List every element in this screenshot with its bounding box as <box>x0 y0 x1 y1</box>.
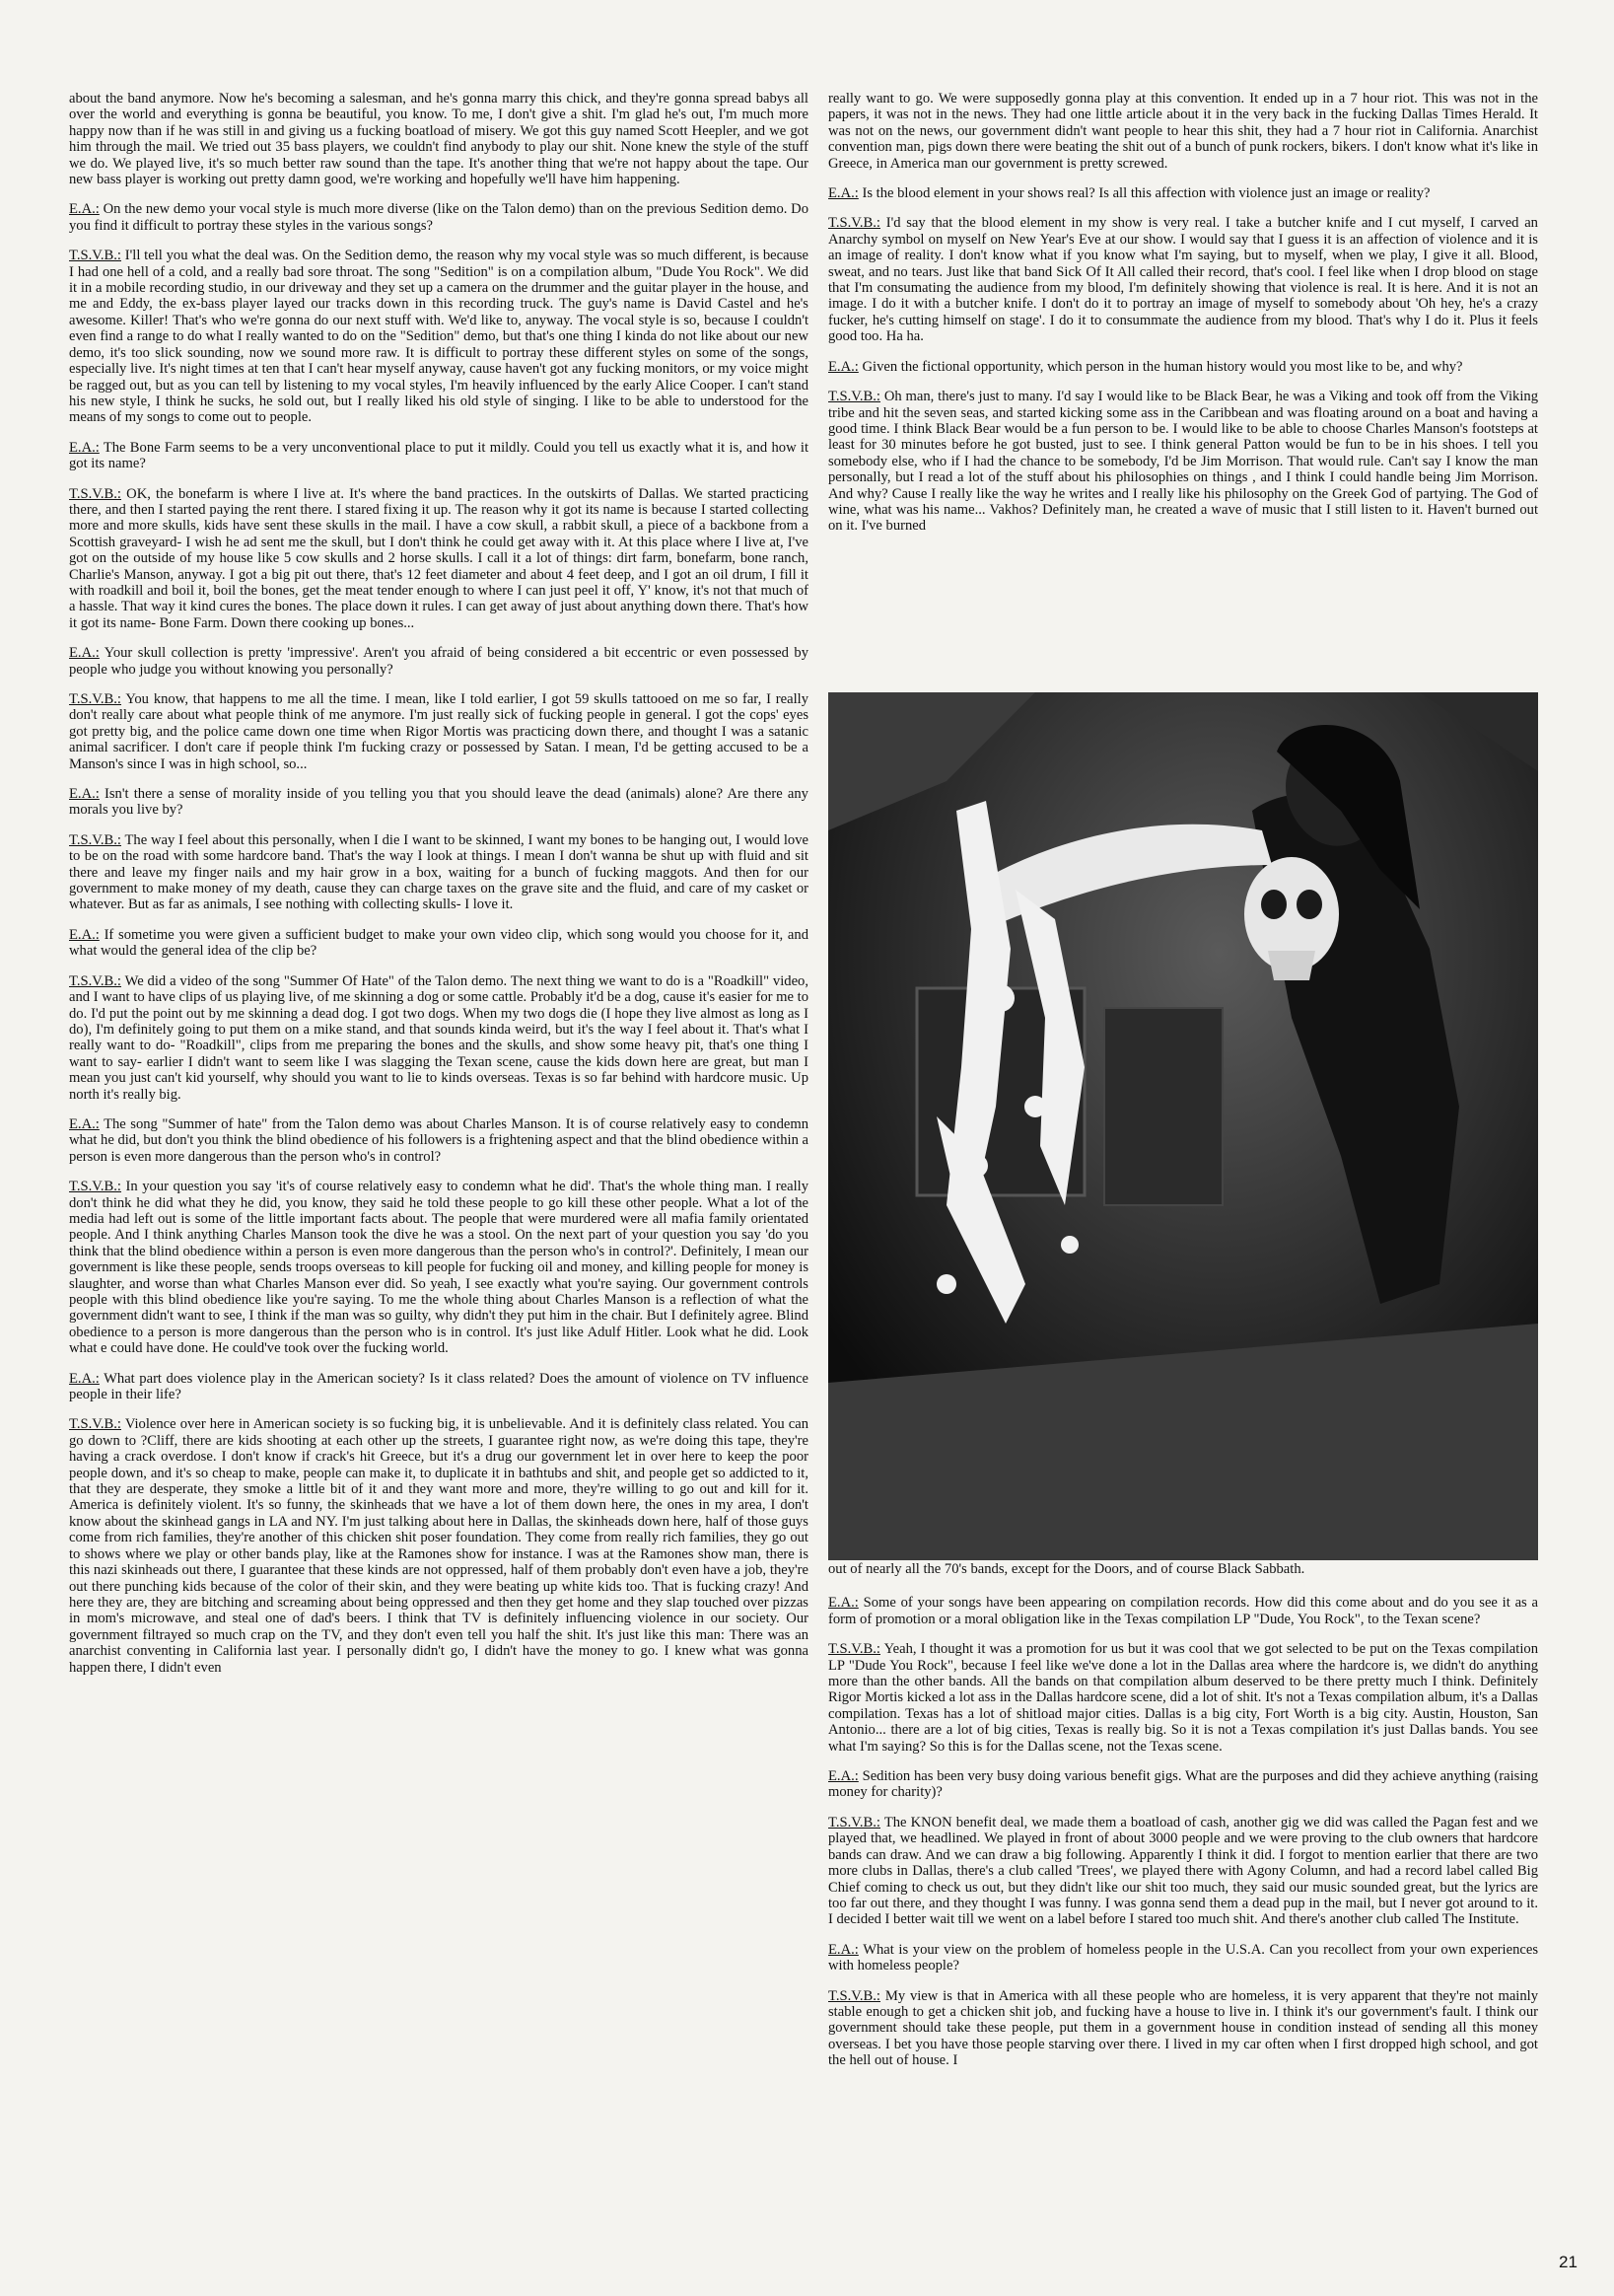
question-paragraph <box>69 645 808 678</box>
speaker-label: E.A.: <box>69 645 100 662</box>
speaker-label: E.A.: <box>69 201 100 218</box>
speaker-label: T.S.V.B.: <box>828 1987 880 2004</box>
speaker-label: T.S.V.B.: <box>828 1641 880 1658</box>
paragraph-text: The song "Summer of hate" from the Talon demo was about Charles Manson. It is of course relatively easy to condemn what he did, but don't you think the blind obedience of his followers is a frightening aspect and that the blind obedience within a person is even more dangerous than the person who's in control? <box>69 1115 809 1165</box>
question-paragraph <box>69 927 808 960</box>
answer-paragraph <box>69 1179 808 1356</box>
speaker-label: E.A.: <box>69 926 100 943</box>
question-paragraph <box>69 440 808 472</box>
page-number: 21 <box>1559 2253 1578 2271</box>
paragraph-text: Violence over here in American society is so fucking big, it is unbelievable. And it is definitely class related. You can go down to ?Cliff, there are kids shooting at each other up the streets, I guarantee right now, as we're doing this tape, they're having a crack overdose. I don't know if crack's hit Greece, but it's a drug our government let in over here to keep the poor people down, and it's so cheap to make, people can make it, to duplicate it in bathtubs and shit, and people get so addicted to it, that they are desperate, they smoke a little bit of it and they want more and more, they're willing to go out and kill for it. America is definitely violent. It's so funny, the skinheads that we have a lot of them down here, the ones in my area, I don't know about the skinhead gangs in LA and NY. I'm just talking about here in Dallas, the skinheads down here, half of those guys come from rich families, they're another of this chicken shit poser foundation. They come from really rich families, they go out to shows where we play or other bands play, like at the Ramones show for instance. I was at the Ramones show man, there is this nazi skinheads out there, I guarantee that these kinds are not oppressed, half of them probably don't even have a job, they're out there punching kids because of the color of their skin, and they were beating up white kids too. That is fucking crazy! And here they are, they are bitching and screaming about being oppressed and then they get home and they slap touched over pizzas in mom's microwave, and steal one of dad's beers. I think that TV is definitely influencing violence in our society. Our government filtrayed so much crap on the TV, and they don't even tell you half the shit. It's just like this man: There was an anarchist conventing in California last year. I personally didn't go, I didn't have the money to go. I knew what was gonna happen there, I didn't even <box>69 1416 808 1676</box>
question-paragraph <box>828 185 1538 201</box>
speaker-label: E.A.: <box>828 1768 859 1785</box>
speaker-label: T.S.V.B.: <box>69 248 121 264</box>
paragraph-text: My view is that in America with all these people who are homeless, it is very apparent that they're not mainly stable enough to get a chicken shit job, and fucking have a house to live in. I think it's our government's fault. I think our government should take these people, put them in a government house in condition instead of sending all this money overseas. I bet you have those people starving over there. I lived in my car often when I first dropped high school, and got the hell out of house. I <box>828 1987 1538 2069</box>
speaker-label: E.A.: <box>828 358 859 375</box>
speaker-label: T.S.V.B.: <box>828 389 880 405</box>
question-paragraph <box>69 1371 808 1403</box>
speaker-label: T.S.V.B.: <box>69 485 121 502</box>
speaker-label: E.A.: <box>828 185 859 202</box>
speaker-label: E.A.: <box>69 1370 100 1387</box>
paragraph-text: What is your view on the problem of homeless people in the U.S.A. Can you recollect from your own experiences with homeless people? <box>828 1941 1539 1974</box>
answer-paragraph <box>828 91 1538 172</box>
paragraph-text: I'll tell you what the deal was. On the Sedition demo, the reason why my vocal style was so much different, is because I had one hell of a cold, and a really bad sore throat. The song "Sedition" is on a compilation album, "Dude You Rock". We did it in a mobile recording studio, in our driveway and they set up a camera on the drummer and the guitar player in the house, and me and Eddy, the ex-bass player layed our tracks down in this recording truck. The guy's name is David Castel and he's awesome. Killer! That's who we're gonna do our next stuff with. We'd like to, anyway. The vocal style is so, because I couldn't even find a range to do what I really wanted to do on the "Sedition" demo, but that's one thing I kinda do not like about our new demo, it's too slick sounding, now we sound more raw. It is difficult to portray these different styles on some of the songs, especially live. It's night times at ten that I can't hear myself anyway, cause haven't got any fucking monitors, or my voice might be ragged out, but as you can tell by listening to my vocal styles, I'm heavily influenced by the early Alice Cooper. I can't stand his new style, I think he sucks, he sold out, but I really liked his old style of singing. I like to be able to understood for the means of my songs to come out to people. <box>69 248 809 426</box>
answer-paragraph <box>69 973 808 1103</box>
answer-paragraph <box>69 486 808 632</box>
answer-paragraph <box>69 91 808 187</box>
answer-paragraph <box>828 1641 1538 1755</box>
answer-paragraph <box>828 1988 1538 2069</box>
answer-paragraph <box>69 1416 808 1676</box>
paragraph-text: If sometime you were given a sufficient budget to make your own video clip, which song would you choose for it, and what would the general idea of the clip be? <box>69 926 808 960</box>
answer-paragraph <box>69 691 808 772</box>
left-column <box>69 91 808 1689</box>
question-paragraph <box>69 201 808 234</box>
answer-paragraph <box>828 1815 1538 1928</box>
speaker-label: E.A.: <box>828 1595 859 1612</box>
speaker-label: E.A.: <box>69 439 100 456</box>
question-paragraph <box>828 1595 1538 1627</box>
performer-photo <box>828 692 1538 1560</box>
paragraph-text: I'd say that the blood element in my show is very real. I take a butcher knife and I cut myself, I carved an Anarchy symbol on myself on New Year's Eve at our show. I would say that I guess it is an affection of violence and it is an image of reality. I don't know what if you know what I'm saying, but to myself, when we play, I give it all. Blood, sweat, and no tears. Just like that band Sick Of It All called their record, that's cool. I feel like when I drop blood on stage that I'm consumating the audience from my blood, I'm definitely showing that violence is real. It is here. And it is not an image. I do it with a butcher knife. I don't do it to portray an image of myself to somebody about 'Oh hey, he's a crazy fucker, he's cutting himself on stage'. I do it to consummate the audience from my blood. That's why I do it. Plus it feels good too. Ha ha. <box>828 215 1538 345</box>
answer-paragraph <box>69 832 808 913</box>
speaker-label: T.S.V.B.: <box>828 215 880 232</box>
paragraph-text: about the band anymore. Now he's becoming a salesman, and he's gonna marry this chick, and they're gonna spread babys all over the world and everything is gonna be beautiful, you know. To me, I don't give a shit. I'm glad he's out, I'm much more happy now than if he was still in and giving us a fucking boatload of misery. We got this guy named Scott Heepler, and we got him through the mail. We tried out 35 bass players, we couldn't find anybody to play our shit. None knew the style of the stuff we do. We played live, it's so much better raw sound than the tape. It's another thing that we're not happy about the tape. Our new bass player is working out pretty damn good, we're working and hopefully we'll have him happening. <box>69 91 808 188</box>
question-paragraph <box>69 786 808 819</box>
paragraph-text: Given the fictional opportunity, which person in the human history would you most like to be, and why? <box>862 358 1463 375</box>
paragraph-text: really want to go. We were supposedly gonna play at this convention. It ended up in a 7 hour riot. This was not in the papers, it was not in the news. They had one little article about it in the very back in the fucking Dallas Times Herald. It was not on the news, our government didn't want people to hear this shit, they had a 7 hour riot in California. Anarchist convention man, pigs down there were beating the shit out of a bunch of punk rockers, bikers. I don't know what it's like in Greece, in America man our government is pretty screwed. <box>828 91 1538 172</box>
paragraph-text: Sedition has been very busy doing various benefit gigs. What are the purposes and did they achieve anything (raising money for charity)? <box>828 1768 1538 1801</box>
paragraph-text: The KNON benefit deal, we made them a boatload of cash, another gig we did was called the Pagan fest and we played that, we headlined. We played in front of about 3000 people and we were proving to the club owners that hardcore bands can draw. And we can draw a big following. Apparently I think it did. I forgot to mention earlier that there are two more clubs in Dallas, there's a club called 'Trees', we played there with Agony Column, and had a record label called Big Chief coming to check us out, but they didn't like our shit too much, they said our music sounded great, but the lyrics are too far out there, and they thought I was funny. I was gonna send them a dead pup in the mail, but I never got around to it. I decided I better wait till we went on a label before I stared too much shit. And there's another club called The Institute. <box>828 1814 1538 1928</box>
paragraph-text: We did a video of the song "Summer Of Hate" of the Talon demo. The next thing we want to do is a "Roadkill" video, and I want to have clips of us playing live, of me skinning a dog or some cattle. Probably it'd be a dog, cause it's easier for me to do. I'd put the point out by me skinning a dead dog. I got two dogs. When my two dogs die (I hope they live almost as long as I do), I'm definitely going to put them on a mike stand, and that sounds kinda weird, but it's the way I feel about it. That's what I really want to do- "Roadkill", clips from me preparing the bones and the skulls, and show some heavy pit, that's one thing I want to say- earlier I didn't want to seem like I was slagging the Texan scene, cause the kids down here are great, but man I mean you just can't kid yourself, why should you want to lie to kinds overseas. Texas is so far behind with hardcore music. Up north it's really big. <box>69 972 808 1103</box>
paragraph-text: On the new demo your vocal style is much more diverse (like on the Talon demo) than on the previous Sedition demo. Do you find it difficult to portray these styles in the various songs? <box>69 201 809 234</box>
speaker-label: T.S.V.B.: <box>69 1416 121 1433</box>
paragraph-text: What part does violence play in the American society? Is it class related? Does the amount of violence on TV influence people in their life? <box>69 1370 808 1403</box>
photo-caption-line: out of nearly all the 70's bands, except for the Doors, and of course Black Sabbath. <box>828 1561 1305 1577</box>
question-paragraph <box>828 359 1538 375</box>
paragraph-text: In your question you say 'it's of course relatively easy to condemn what he did'. That's the whole thing man. I really don't think he did what they he did, you know, they said he told these people to go kill these other people. What a lot of the media had left out is some of the little important facts about. The people that were murdered were all mafia family orientated people. And I think anything Charles Manson took the dive he was a stool. On the next part of your question you say 'do you think that the blind obedience within a person is even more dangerous than the person who's in control?'. Definitely, I mean our government is like these people, sends troops overseas to kill people for fucking oil and money, and killing people for money is slaughter, and worse than what Charles Manson ever did. So yeah, I see exactly what you're saying. Our government controls people with this blind obedience like you're saying. To me the whole thing about Charles Manson is a reflection of what the government didn't want to see, I think if the man was so guilty, why didn't they put him in the chair. But I definitely agree. Blind obedience to a person is more dangerous than the person who is in control. It's just like Adulf Hitler. Look what he did. Look what e could have done. He could've took over the fucking world. <box>69 1179 808 1357</box>
paragraph-text: Isn't there a sense of morality inside of you telling you that you should leave the dead (animals) alone? Are there any morals you live by? <box>69 786 808 819</box>
paragraph-text: Your skull collection is pretty 'impressive'. Aren't you afraid of being considered a bit eccentric or even possessed by people who judge you without knowing you personally? <box>69 645 809 678</box>
paragraph-text: The Bone Farm seems to be a very unconventional place to put it mildly. Could you tell us exactly what it is, and how it got its name? <box>69 439 808 472</box>
answer-paragraph <box>828 389 1538 535</box>
paragraph-text: You know, that happens to me all the time. I mean, like I told earlier, I got 59 skulls tattooed on me so far, I really don't really care about what people think of me anymore. I'm just really sick of fucking people in general. I got the cops' eyes got pretty big, and the police came down one time when Rigor Mortis was practicing down there, and thought I was a satanic animal sacrificer. I don't care if people think I'm fucking crazy or possessed by Satan. I mean, I'd be getting accused to be a Manson's since I was in high school, so... <box>69 691 808 772</box>
speaker-label: T.S.V.B.: <box>828 1814 880 1830</box>
question-paragraph <box>69 1116 808 1165</box>
paragraph-text: Some of your songs have been appearing on compilation records. How did this come about and do you see it as a form of promotion or a moral obligation like in the Texas compilation LP "Dude, You Rock", to the Texan scene? <box>828 1595 1538 1627</box>
speaker-label: E.A.: <box>69 786 100 803</box>
question-paragraph <box>828 1942 1538 1974</box>
right-column-bottom <box>828 1561 1538 2083</box>
speaker-label: T.S.V.B.: <box>69 1179 121 1195</box>
speaker-label: E.A.: <box>828 1941 859 1958</box>
paragraph-text: Is the blood element in your shows real? Is all this affection with violence just an image or reality? <box>862 185 1431 202</box>
answer-paragraph <box>69 248 808 425</box>
answer-paragraph <box>828 215 1538 344</box>
paragraph-text: OK, the bonefarm is where I live at. It's where the band practices. In the outskirts of Dallas. We started practicing there, and then I started paying the rent there. I stared fixing it up. The reason why it got its name is because I started collecting more and more skulls, kids have sent these skulls in the mail. I have a cow skull, a rabbit skull, a piece of a backbone from a Scottish graveyard- I wish he ad sent me the skull, but I don't think he could get away with it. At this place where I live at, I've got on the outside of my house like 5 cow skulls and 2 horse skulls. I call it a lot of things: dirt farm, bonefarm, bone ranch, Charlie's Manson, anyway. I got a big pit out there, that's 12 feet diameter and about 4 feet deep, and I got an oil drum, I fill it with roadkill and boil it, boil the bones, get the meat tender enough to where I can just peel it off, Y' know, it's not that much of a hassle. That way it kind cures the bones. The place down it rules. I can get away of just about anything down there. That's how it got its name- Bone Farm. Down there cooking up bones... <box>69 485 808 631</box>
paragraph-text: Yeah, I thought it was a promotion for us but it was cool that we got selected to be put on the Texas compilation LP "Dude You Rock", because I feel like we've done a lot in the Dallas area where the hardcore is, we didn't do anything more than the other bands. All the bands on that compilation album deserved to be there pretty much I think. Definitely Rigor Mortis kicked a lot ass in the Dallas hardcore scene, did a lot of shit. It's not a Texas compilation album, it's a Dallas compilation. Texas has a lot of shitload major cities. Dallas is a big city, Fort Worth is a big city. Austin, Houston, San Antonio... there are a lot of big cities, Texas is really big. So it is not a Texas compilation it's just Dallas bands. You see what I'm saying? So this is for the Dallas scene, not the Texas scene. <box>828 1641 1538 1755</box>
paragraph-text: The way I feel about this personally, when I die I want to be skinned, I want my bones to be hanging out, I would love to be on the road with some hardcore band. That's the way I look at things. I mean I don't wanna be shut up with fluid and sit there and leave my finger nails and my hair grow in a box, waiting for a bunch of fucking maggots. And then for our government to make money of my death, cause they can charge taxes on the grave site and the fluid, and care of my casket or whatever. But as far as animals, I see nothing with collecting skulls- I love it. <box>69 831 808 913</box>
question-paragraph <box>828 1768 1538 1801</box>
speaker-label: T.S.V.B.: <box>69 831 121 848</box>
paragraph-text: Oh man, there's just to many. I'd say I would like to be Black Bear, he was a Viking and took off from the Viking tribe and hit the seven seas, and started kicking some ass in the Caribbean and was floating around on a boat and having a good time. I think Black Bear would be a fun person to be. I would like to be able to choose Charles Manson's footsteps at least for 30 minutes before he got busted, just to see. I think general Patton would be fun to be in his shoes. I tell you somebody else, who if I had the chance to be somebody, I'd be Jim Morrison. That would rule. Can't say I know the man personally, but I read a lot of the stuff about his philosophies on things , and I think I could handle being Jim Morrison. And why? Cause I really like the way he writes and I really like his philosophy on the Greek God of partying. The God of wine, what was his name... Vakhos? Definitely man, he created a wave of music that I still listen to it. Haven't burned out on it. I've burned <box>828 389 1538 535</box>
speaker-label: E.A.: <box>69 1115 100 1132</box>
performer-photo-graphic <box>828 692 1538 1560</box>
speaker-label: T.S.V.B.: <box>69 691 121 707</box>
right-column-top <box>828 91 1538 548</box>
speaker-label: T.S.V.B.: <box>69 972 121 989</box>
